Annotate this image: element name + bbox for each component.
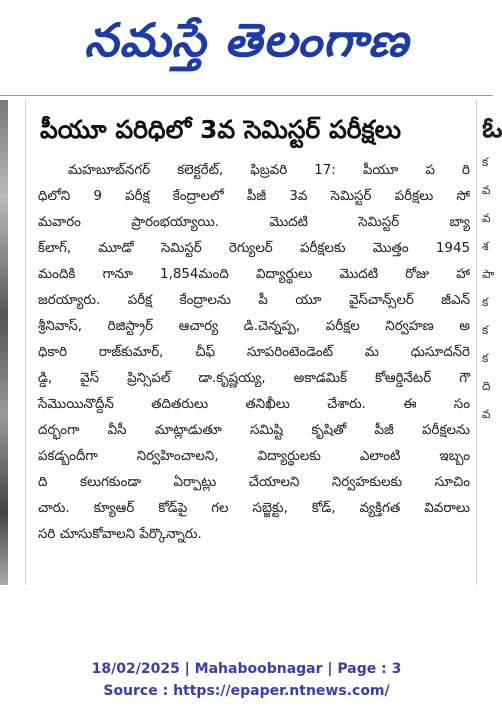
adjacent-headline-glyph: ఓ: [482, 111, 502, 144]
footer-source-link[interactable]: Source : https://epaper.ntnews.com/: [103, 683, 390, 699]
adjacent-article-glyph: పా: [482, 267, 495, 281]
article-line: క్‌లాగ్, మూడో సెమిస్టర్ రెగ్యులర్ పరీక్షలకు మొత్తం 1945: [38, 241, 470, 256]
adjacent-article-glyph: వ: [482, 183, 491, 197]
column-divider-left: [25, 100, 26, 585]
article-line: శ్రీనివాస్, రిజిస్ట్రార్ ఆచార్య డి.చెన్నప్ప, పరీక్షల నిర్వహణ అ: [38, 319, 470, 334]
newspaper-logo: నమస్తే తెలంగాణ: [84, 13, 409, 67]
adjacent-article-glyphs: [482, 150, 493, 426]
adjacent-article-glyph: వ: [482, 211, 491, 225]
adjacent-photo-edge: [0, 100, 8, 585]
adjacent-article-glyph: వ: [482, 407, 491, 421]
article-line: ధిలోని 9 పరీక్ష కేంద్రాలలో పీజీ 3వ సెమిస్టర్ పరీక్షలు సో: [38, 189, 470, 204]
column-divider-right: [476, 100, 477, 585]
article-line: జరయ్యారు. పరీక్ష కేంద్రాలను పీ యూ వైస్‌చాన్స్‌లర్ జీఎన్: [38, 293, 470, 308]
article-line: పకడ్బందీగా నిర్వహించాలని, విద్యార్థులకు ఎలాంటి ఇబ్బం: [38, 449, 470, 464]
adjacent-article-glyph: క: [482, 295, 489, 309]
masthead-divider: [0, 95, 493, 96]
article-line: మహబూబ్‌నగర్ కలెక్టరేట్, ఫిబ్రవరి 17: పీయూ ప రి: [68, 163, 470, 178]
article-line: దర్భంగా వీసీ మాట్లాడుతూ సమిష్టి కృషితో పీజీ పరీక్షలను: [38, 423, 470, 438]
article-body: [38, 158, 470, 548]
article-line: డ్డి, వైస్ ప్రిన్సిపల్ డా.కృష్ణయ్య, అకాడమిక్ కోఆర్డినేటర్ గౌ: [38, 371, 470, 386]
adjacent-article-strip: [482, 110, 502, 580]
article-line: మవారం ప్రారంభయ్యాయి. మొదటి సెమిస్టర్ బ్యా: [38, 215, 470, 230]
adjacent-article-glyph: ది: [482, 379, 491, 393]
article-headline: పీయూ పరిధిలో 3వ సెమిస్టర్ పరీక్షలు: [40, 115, 401, 144]
masthead: [0, 0, 493, 92]
page-footer: [0, 658, 493, 702]
adjacent-article-glyph: క: [482, 323, 489, 337]
article-line: ది కలుగకుండా ఏర్పాట్లు చేయాలని నిర్వహకులకు సూచిం: [38, 475, 470, 490]
article-line: సేమొయినొద్దీన్ తదితరులు తనిఖీలు చేశారు. ఈ సం: [38, 397, 470, 412]
article-line: మందికి గానూ 1,854మంది విద్యార్థులు మొదటి రోజు హా: [38, 267, 470, 282]
article-line: సరి చూసుకోవాలని పేర్కొన్నారు.: [38, 527, 202, 542]
adjacent-article-glyph: క: [482, 155, 489, 169]
article-line: ధికారి రాజ్‌కుమార్, చీఫ్ సూపరింటెండెంట్ మ ధుసూదన్‌రె: [38, 345, 470, 360]
adjacent-article-glyph: క: [482, 351, 489, 365]
adjacent-article-glyph: శ: [482, 239, 489, 253]
footer-date-edition: 18/02/2025 | Mahaboobnagar | Page : 3: [91, 661, 402, 677]
article-line: చారు. క్యూఆర్ కోడ్‌పై గల సబ్జెక్టు, కోడ్, వ్యక్తిగత వివరాలు: [38, 501, 470, 516]
